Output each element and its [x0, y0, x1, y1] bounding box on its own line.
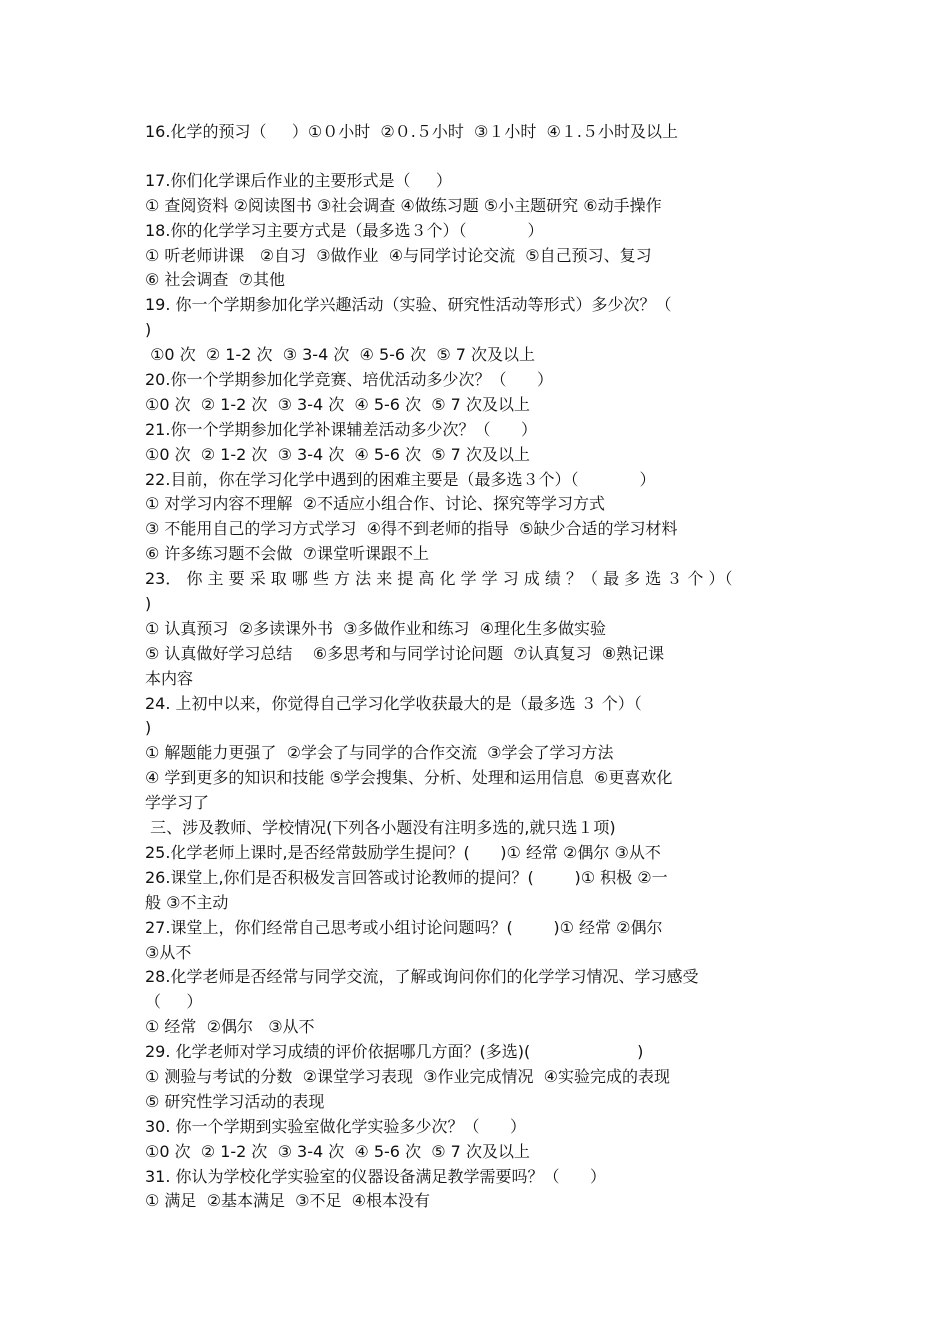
question-24: 24. 上初中以来，你觉得自己学习化学收获最大的是（最多选 ３ 个）（	[145, 693, 642, 713]
options-24-line-1: ① 解题能力更强了 ②学会了与同学的合作交流 ③学会了学习方法	[145, 743, 614, 763]
options-18-line-1: ① 听老师讲课 ②自习 ③做作业 ④与同学讨论交流 ⑤自己预习、复习	[145, 245, 652, 265]
question-17: 17.你们化学课后作业的主要形式是（ ）	[145, 170, 452, 190]
options-22-line-1: ① 对学习内容不理解 ②不适应小组合作、讨论、探究等学习方式	[145, 494, 605, 514]
question-18: 18.你的化学学习主要方式是（最多选３个）（ ）	[145, 220, 544, 240]
question-26-cont: 般 ③不主动	[145, 892, 229, 912]
blank-gap	[145, 145, 810, 169]
question-23-bracket: )	[145, 594, 152, 614]
question-21: 21.你一个学期参加化学补课辅差活动多少次？（ ）	[145, 419, 537, 439]
options-23-line-1: ① 认真预习 ②多读课外书 ③多做作业和练习 ④理化生多做实验	[145, 618, 606, 638]
options-17: ① 查阅资料 ②阅读图书 ③社会调查 ④做练习题 ⑤小主题研究 ⑥动手操作	[145, 195, 662, 215]
question-27-cont: ③从不	[145, 942, 192, 962]
options-23-line-3: 本内容	[145, 668, 194, 688]
survey-page	[145, 120, 810, 1214]
options-24-line-3: 学学习了	[145, 793, 210, 813]
question-27: 27.课堂上，你们经常自己思考或小组讨论问题吗？( )① 经常 ②偶尔	[145, 917, 663, 937]
options-29-line-2: ⑤ 研究性学习活动的表现	[145, 1091, 325, 1111]
question-24-bracket: )	[145, 718, 152, 738]
question-16: 16.化学的预习（ ）①０小时 ②０.５小时 ③１小时 ④１.５小时及以上	[145, 122, 678, 141]
question-25: 25.化学老师上课时,是否经常鼓励学生提问？( )① 经常 ②偶尔 ③从不	[145, 842, 661, 862]
options-19: ①0 次 ② 1-2 次 ③ 3-4 次 ④ 5-6 次 ⑤ 7 次及以上	[145, 345, 536, 365]
question-19: 19. 你一个学期参加化学兴趣活动（实验、研究性活动等形式）多少次？（	[145, 295, 672, 315]
question-28-bracket: （ ）	[145, 992, 203, 1012]
question-20: 20.你一个学期参加化学竞赛、培优活动多少次？（ ）	[145, 370, 553, 390]
options-23-line-2: ⑤ 认真做好学习总结 ⑥多思考和与同学讨论问题 ⑦认真复习 ⑧熟记课	[145, 643, 665, 663]
question-19-bracket: )	[145, 320, 152, 340]
options-21: ①0 次 ② 1-2 次 ③ 3-4 次 ④ 5-6 次 ⑤ 7 次及以上	[145, 444, 530, 464]
question-30: 30. 你一个学期到实验室做化学实验多少次？（ ）	[145, 1116, 527, 1136]
options-20: ①0 次 ② 1-2 次 ③ 3-4 次 ④ 5-6 次 ⑤ 7 次及以上	[145, 394, 530, 414]
question-23: 23． 你 主 要 采 取 哪 些 方 法 来 提 高 化 学 学 习 成 绩 ？（ 最 多 选 ３ 个 ）（	[145, 569, 733, 589]
options-30: ①0 次 ② 1-2 次 ③ 3-4 次 ④ 5-6 次 ⑤ 7 次及以上	[145, 1141, 530, 1161]
options-24-line-2: ④ 学到更多的知识和技能 ⑤学会搜集、分析、处理和运用信息 ⑥更喜欢化	[145, 768, 673, 788]
options-31: ① 满足 ②基本满足 ③不足 ④根本没有	[145, 1191, 430, 1211]
question-28: 28.化学老师是否经常与同学交流，了解或询问你们的化学学习情况、学习感受	[145, 967, 699, 987]
question-22: 22.目前，你在学习化学中遇到的困难主要是（最多选３个）（ ）	[145, 469, 656, 489]
question-31: 31. 你认为学校化学实验室的仪器设备满足教学需要吗？（ ）	[145, 1166, 607, 1186]
options-28: ① 经常 ②偶尔 ③从不	[145, 1017, 315, 1037]
question-29: 29. 化学老师对学习成绩的评价依据哪几方面？(多选)( )	[145, 1042, 644, 1062]
options-22-line-3: ⑥ 许多练习题不会做 ⑦课堂听课跟不上	[145, 544, 429, 564]
options-22-line-2: ③ 不能用自己的学习方式学习 ④得不到老师的指导 ⑤缺少合适的学习材料	[145, 519, 678, 539]
options-29-line-1: ① 测验与考试的分数 ②课堂学习表现 ③作业完成情况 ④实验完成的表现	[145, 1066, 670, 1086]
section-heading-3: 三、涉及教师、学校情况(下列各小题没有注明多选的,就只选１项)	[145, 818, 616, 838]
question-26: 26.课堂上,你们是否积极发言回答或讨论教师的提问？( )① 积极 ②一	[145, 867, 668, 887]
options-18-line-2: ⑥ 社会调查 ⑦其他	[145, 270, 285, 290]
